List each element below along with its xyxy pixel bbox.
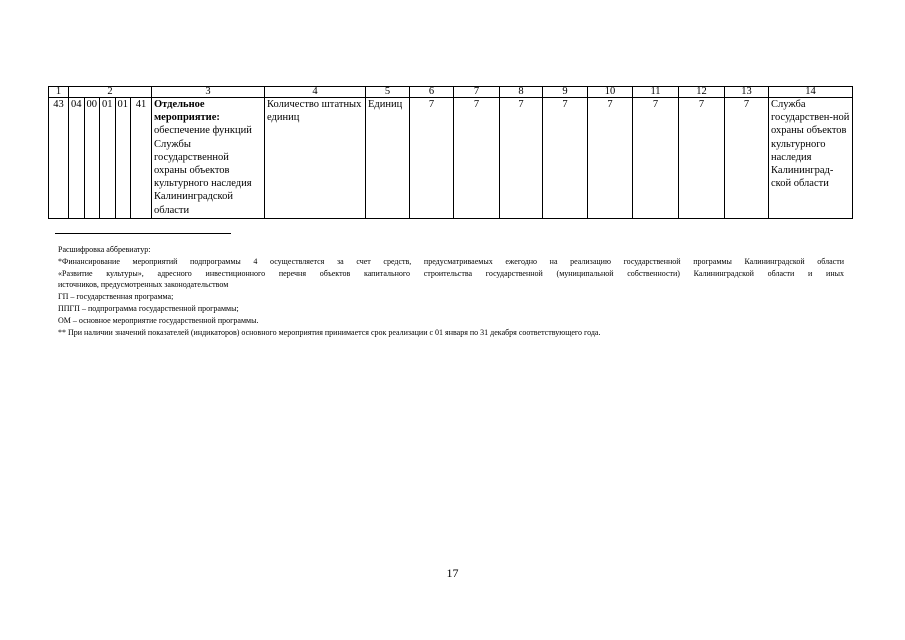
code-cell: 04 [69,98,85,219]
value-cell: 7 [679,98,725,219]
financing-note-line: *Финансирование мероприятий подпрограммы 4 осуществляется за счет средств, предусматриваемых ежегодно на реализацию государственной программы Калининградской области [58,256,844,266]
value-cell: 7 [633,98,679,219]
header-cell: 8 [500,87,543,98]
indicator-cell: Количество штатных единиц [265,98,366,219]
value-cell: 7 [725,98,769,219]
abbreviation-gp: ГП – государственная программа; [58,292,174,302]
abbreviation-om: ОМ – основное мероприятие государственной программы. [58,315,259,325]
code-cell: 43 [49,98,69,219]
code-cell: 01 [100,98,116,219]
code-cell: 01 [115,98,131,219]
value-cell: 7 [500,98,543,219]
footnote-divider [55,233,231,234]
header-cell: 1 [49,87,69,98]
page-number: 17 [446,566,459,580]
unit-cell: Единиц [366,98,410,219]
header-cell: 6 [410,87,454,98]
measure-name-bold: Отдельное мероприятие: [154,99,220,124]
header-cell: 13 [725,87,769,98]
header-cell: 2 [69,87,152,98]
value-cell: 7 [410,98,454,219]
financing-note-line: «Развитие культуры», адресного инвестиционного перечня объектов капитального строительства государственной (муниципальной собственности) Калининградской области и иных [58,268,844,278]
header-cell: 9 [543,87,588,98]
header-cell: 4 [265,87,366,98]
header-cell: 3 [152,87,265,98]
abbreviation-title: Расшифровка аббревиатур: [58,245,151,254]
measure-name-text: обеспечение функций Службы государственной охраны объектов культурного наследия Калининградской области [154,125,252,216]
header-cell: 10 [588,87,633,98]
plan-table [48,86,853,219]
code-cell: 00 [84,98,100,219]
term-note: ** При наличии значений показателей (индикаторов) основного мероприятия принимается срок реализации с 01 января по 31 декабря соответствующего года. [58,327,601,337]
header-cell: 11 [633,87,679,98]
value-cell: 7 [454,98,500,219]
header-cell: 7 [454,87,500,98]
table-row [49,98,853,219]
code-cell: 41 [131,98,152,219]
header-cell: 12 [679,87,725,98]
header-cell: 5 [366,87,410,98]
header-cell: 14 [769,87,853,98]
financing-note-line: источников, предусмотренных законодательством [58,280,229,290]
value-cell: 7 [588,98,633,219]
executor-cell: Служба государствен-ной охраны объектов культурного наследия Калининград-ской области [769,98,853,219]
abbreviation-ppgp: ППГП – подпрограмма государственной программы; [58,303,239,313]
value-cell: 7 [543,98,588,219]
table-header-row [49,87,853,98]
footnotes [58,244,844,338]
measure-name-cell [152,98,265,219]
